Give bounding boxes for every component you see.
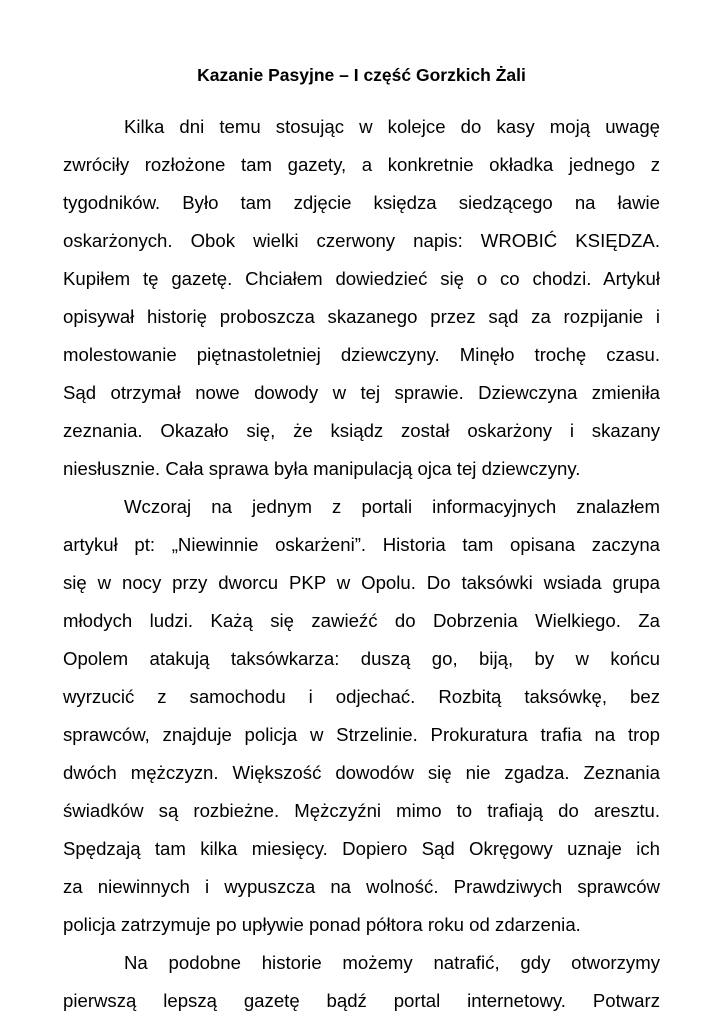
text-line: za niewinnych i wypuszcza na wolność. Prawdziwych sprawców — [63, 876, 660, 897]
text-line: wyrzucić z samochodu i odjechać. Rozbitą taksówkę, bez — [63, 686, 660, 707]
text-line: opisywał historię proboszcza skazanego przez sąd za rozpijanie i — [63, 306, 660, 327]
document-title: Kazanie Pasyjne – I część Gorzkich Żali — [197, 65, 526, 85]
text-line: Sąd otrzymał nowe dowody w tej sprawie. Dziewczyna zmieniła — [63, 382, 660, 403]
text-line: pierwszą lepszą gazetę bądź portal internetowy. Potwarz — [63, 990, 660, 1011]
text-line: niesłusznie. Cała sprawa była manipulacją ojca tej dziewczyny. — [63, 458, 581, 479]
text-line: Wczoraj na jednym z portali informacyjnych znalazłem — [124, 496, 660, 517]
text-line: się w nocy przy dworcu PKP w Opolu. Do taksówki wsiada grupa — [63, 572, 660, 593]
text-line: Na podobne historie możemy natrafić, gdy otworzymy — [124, 952, 660, 973]
text-line: zwróciły rozłożone tam gazety, a konkretnie okładka jednego z — [63, 154, 660, 175]
text-line: Spędzają tam kilka miesięcy. Dopiero Sąd Okręgowy uznaje ich — [63, 838, 660, 859]
text-line: oskarżonych. Obok wielki czerwony napis: WROBIĆ KSIĘDZA. — [63, 230, 660, 251]
text-line: dwóch mężczyzn. Większość dowodów się nie zgadza. Zeznania — [63, 762, 660, 783]
text-line: artykuł pt: „Niewinnie oskarżeni”. Historia tam opisana zaczyna — [63, 534, 660, 555]
text-line: młodych ludzi. Każą się zawieźć do Dobrzenia Wielkiego. Za — [63, 610, 660, 631]
text-line: Opolem atakują taksówkarza: duszą go, biją, by w końcu — [63, 648, 660, 669]
text-line: świadków są rozbieżne. Mężczyźni mimo to trafiają do aresztu. — [63, 800, 660, 821]
text-line: zeznania. Okazało się, że ksiądz został oskarżony i skazany — [63, 420, 660, 441]
text-line: policja zatrzymuje po upływie ponad półtora roku od zdarzenia. — [63, 914, 581, 935]
text-line: molestowanie piętnastoletniej dziewczyny. Minęło trochę czasu. — [63, 344, 660, 365]
text-line: sprawców, znajduje policja w Strzelinie. Prokuratura trafia na trop — [63, 724, 660, 745]
text-line: Kilka dni temu stosując w kolejce do kasy moją uwagę — [124, 116, 660, 137]
text-line: Kupiłem tę gazetę. Chciałem dowiedzieć się o co chodzi. Artykuł — [63, 268, 660, 289]
text-line: tygodników. Było tam zdjęcie księdza siedzącego na ławie — [63, 192, 660, 213]
